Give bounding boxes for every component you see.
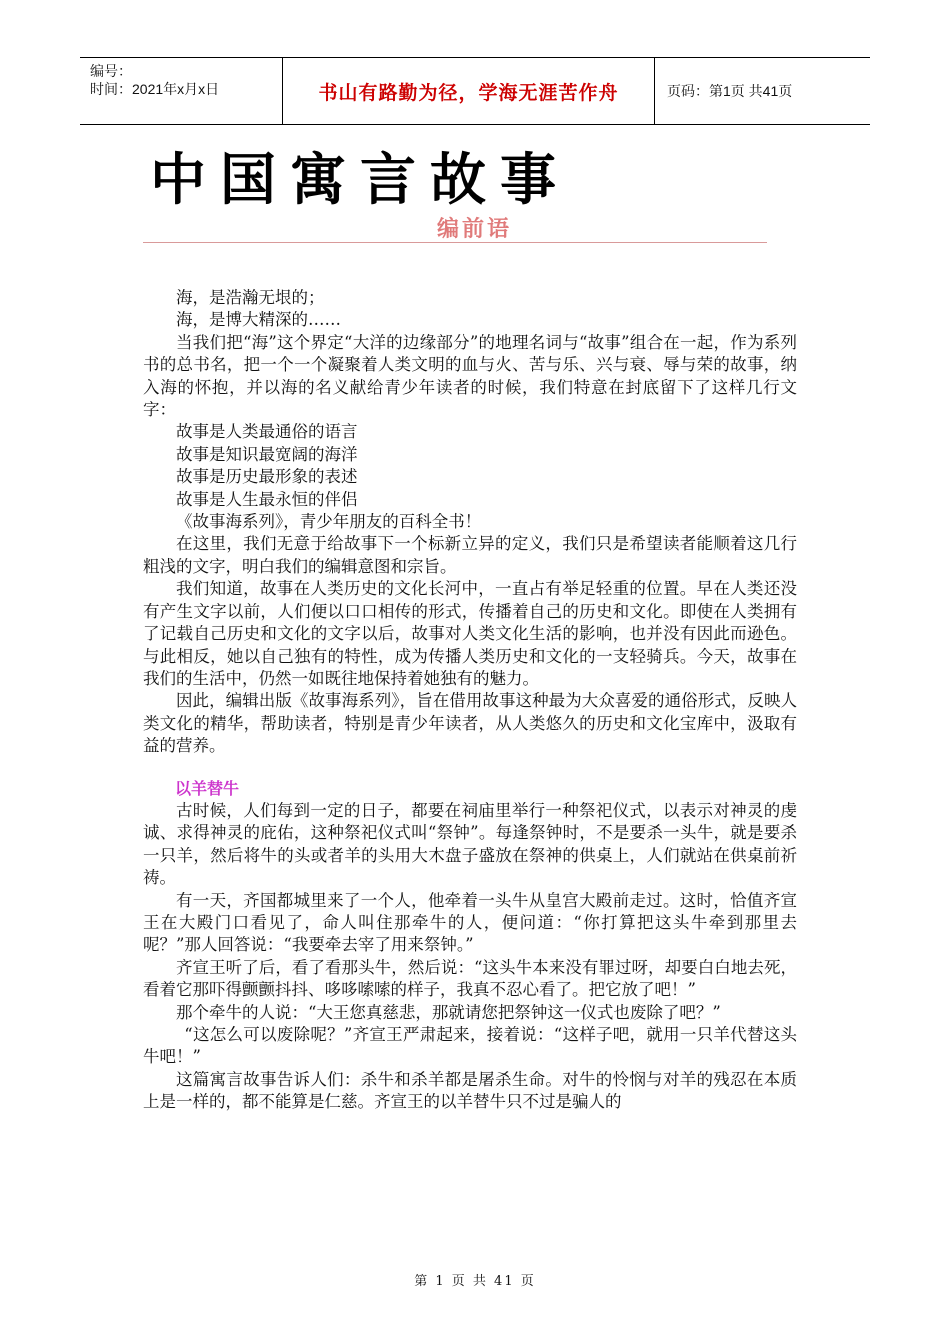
preface-title: 编前语 (437, 216, 513, 242)
preface-paragraph: 我们知道，故事在人类历史的文化长河中，一直占有举足轻重的位置。早在人类还没有产生文字以前，人们便以口口相传的形式，传播着自己的历史和文化。即使在人类拥有了记载自己历史和文化的文字以后，故事对人类文化生活的影响，也并没有因此而逊色。与此相反，她以自己独有的特性，成为传播人类历史和文化的一支轻骑兵。今天，故事在我们的生活中，仍然一如既往地保持着她独有的魅力。 (143, 579, 797, 688)
number-label: 编号： (90, 63, 132, 79)
page-footer: 第 1 页 共 41 页 (414, 1274, 536, 1289)
time-label: 时间：2021年x月x日 (90, 81, 220, 97)
preface-paragraph: 海，是浩瀚无垠的； (176, 288, 325, 307)
story-title: 以羊替牛 (175, 778, 240, 798)
story-paragraph: 古时候，人们每到一定的日子，都要在祠庙里举行一种祭祀仪式，以表示对神灵的虔诚、求得神灵的庇佑，这种祭祀仪式叫“祭钟”。每逢祭钟时，不是要杀一头牛，就是要杀一只羊，然后将牛的头或者羊的头用大木盘子盛放在祭神的供桌上，人们就站在供桌前祈祷。 (143, 800, 797, 888)
preface-paragraph: 《故事海系列》，青少年朋友的百科全书！ (176, 512, 482, 532)
preface-paragraph: 故事是人类最通俗的语言 (176, 422, 358, 442)
preface-paragraph: 海，是博大精深的…… (176, 310, 341, 330)
header-page-info: 页码：第1页 共41页 (667, 83, 793, 99)
page-header (80, 57, 870, 125)
story-paragraph: 这篇寓言故事告诉人们：杀牛和杀羊都是屠杀生命。对牛的怜悯与对羊的残忍在本质上是一样的，都不能算是仁慈。齐宣王的以羊替牛只不过是骗人的 (143, 1069, 797, 1112)
header-motto: 书山有路勤为径，学海无涯苦作舟 (283, 58, 655, 124)
preface-paragraph: 故事是知识最宽阔的海洋 (176, 444, 358, 464)
book-title: 中国寓言故事 (150, 148, 570, 213)
section-spacer (143, 758, 797, 778)
title-divider (143, 242, 767, 243)
story-paragraph: 有一天，齐国都城里来了一个人，他牵着一头牛从皇宫大殿前走过。这时，恰值齐宣王在大殿门口看见了，命人叫住那牵牛的人，便问道：“你打算把这头牛牵到那里去呢？”那人回答说：“我要牵去宰了用来祭钟。” (143, 890, 797, 955)
preface-paragraph: 故事是历史最形象的表述 (176, 467, 358, 487)
preface-paragraph: 因此，编辑出版《故事海系列》，旨在借用故事这种最为大众喜爱的通俗形式，反映人类文化的精华，帮助读者，特别是青少年读者，从人类悠久的历史和文化宝库中，汲取有益的营养。 (143, 691, 797, 756)
preface-paragraph: 在这里，我们无意于给故事下一个标新立异的定义，我们只是希望读者能顺着这几行粗浅的文字，明白我们的编辑意图和宗旨。 (143, 534, 797, 576)
preface-paragraph: 当我们把“海”这个界定“大洋的边缘部分”的地理名词与“故事”组合在一起，作为系列书的总书名，把一个一个凝聚着人类文明的血与火、苦与乐、兴与衰、辱与荣的故事，纳入海的怀抱，并以海的名义献给青少年读者的时候，我们特意在封底留下了这样几行文字： (143, 332, 797, 420)
story-paragraph: 齐宣王听了后，看了看那头牛，然后说：“这头牛本来没有罪过呀，却要白白地去死，看着它那吓得颤颤抖抖、哆哆嗦嗦的样子，我真不忍心看了。把它放了吧！” (143, 957, 797, 1000)
story-paragraph: “这怎么可以废除呢？”齐宣王严肃起来，接着说：“这样子吧，就用一只羊代替这头牛吧！” (143, 1025, 797, 1067)
document-body (143, 287, 797, 1114)
preface-paragraph: 故事是人生最永恒的伴侣 (176, 489, 358, 509)
header-meta (80, 58, 283, 124)
story-paragraph: 那个牵牛的人说：“大王您真慈悲，那就请您把祭钟这一仪式也废除了吧？” (176, 1002, 721, 1022)
